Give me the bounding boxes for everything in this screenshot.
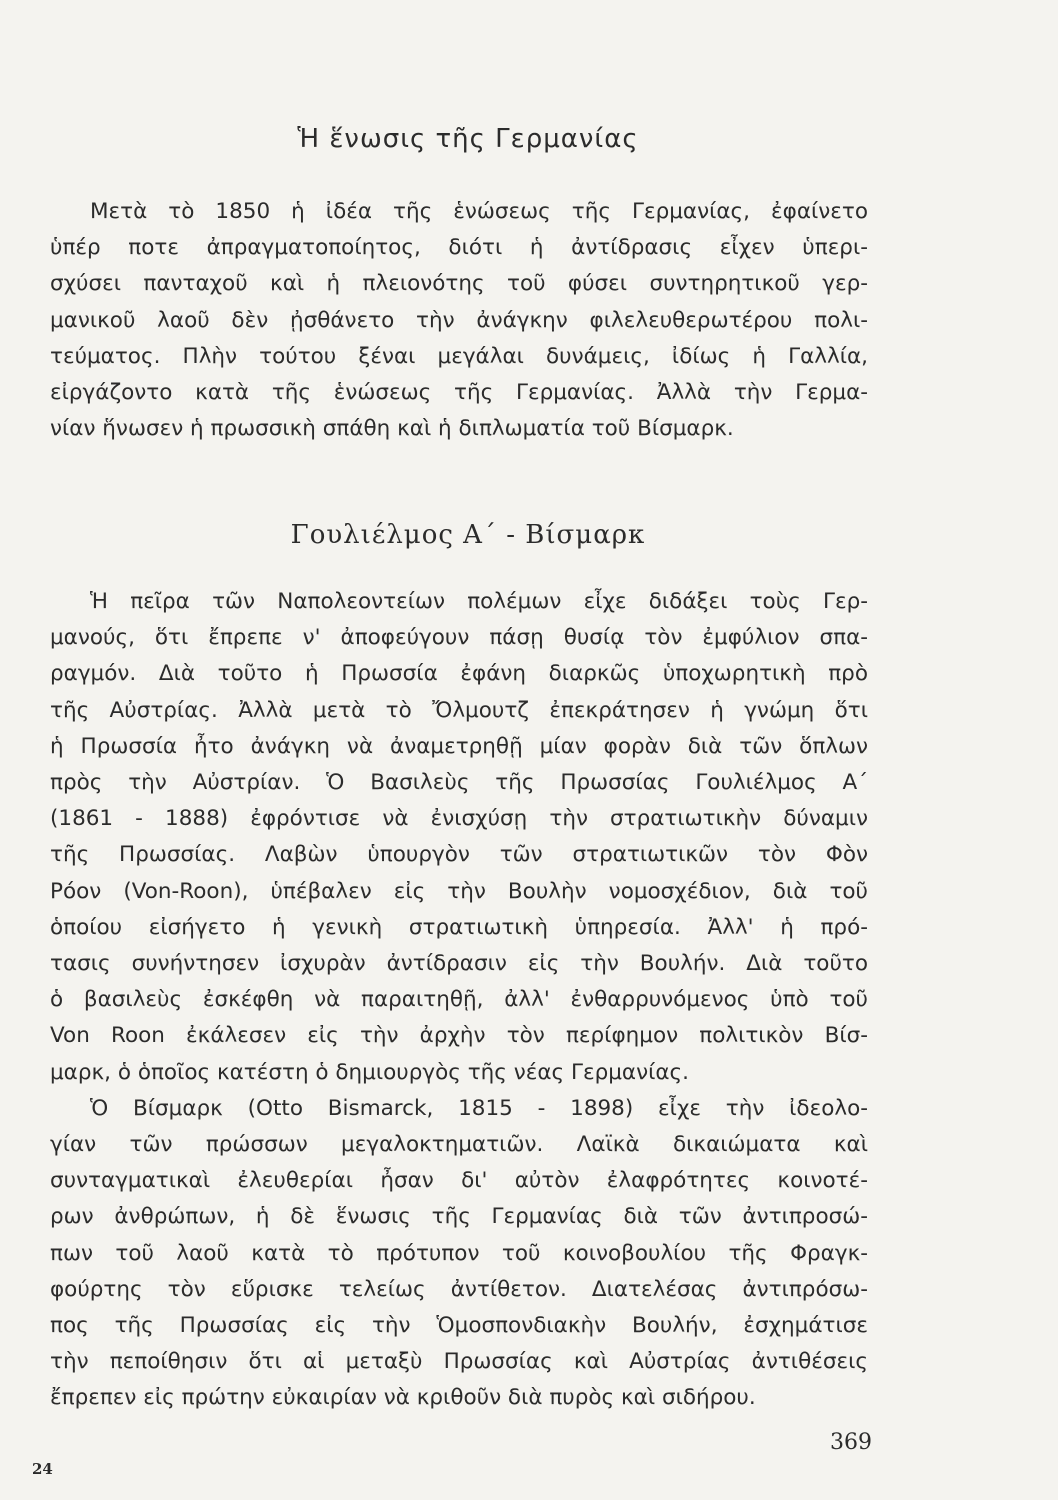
text-line: τὴν πεποίθησιν ὅτι αἱ μεταξὺ Πρωσσίας καὶ Αὐστρίας ἀντιθέσεις: [50, 1349, 868, 1375]
text-line: ὁ βασιλεὺς ἐσκέφθη νὰ παραιτηθῇ, ἀλλ' ἐνθαρρυνόμενος ὑπὸ τοῦ: [50, 987, 868, 1013]
text-line: τῆς Αὐστρίας. Ἀλλὰ μετὰ τὸ Ὄλμουτζ ἐπεκράτησεν ἡ γνώμη ὅτι: [50, 697, 868, 723]
text-line: Ὁ Βίσμαρκ (Otto Bismarck, 1815 - 1898) εἶχε τὴν ἰδεολο-: [90, 1095, 868, 1121]
text-line: ρων ἀνθρώπων, ἡ δὲ ἕνωσις τῆς Γερμανίας διὰ τῶν ἀντιπροσώ-: [50, 1204, 868, 1230]
text-line: Ρόον (Von-Roon), ὑπέβαλεν εἰς τὴν Βουλὴν νομοσχέδιον, διὰ τοῦ: [50, 878, 868, 904]
text-line: τεύματος. Πλὴν τούτου ξέναι μεγάλαι δυνάμεις, ἰδίως ἡ Γαλλία,: [50, 343, 868, 369]
text-line: ραγμόν. Διὰ τοῦτο ἡ Πρωσσία ἐφάνη διαρκῶς ὑποχωρητικὴ πρὸ: [50, 661, 868, 687]
text-line: πρὸς τὴν Αὐστρίαν. Ὁ Βασιλεὺς τῆς Πρωσσίας Γουλιέλμος Α΄: [50, 770, 868, 795]
text-line: συνταγματικαὶ ἐλευθερίαι ἦσαν δι' αὐτὸν ἐλαφρότητες κοινοτέ-: [50, 1168, 868, 1194]
signature-mark: 24: [32, 1460, 53, 1478]
text-line: μανικοῦ λαοῦ δὲν ᾐσθάνετο τὴν ἀνάγκην φιλελευθερωτέρου πολι-: [50, 307, 868, 333]
text-line: τασις συνήντησεν ἰσχυρὰν ἀντίδρασιν εἰς τὴν Βουλήν. Διὰ τοῦτο: [50, 951, 868, 976]
text-line: ἔπρεπεν εἰς πρώτην εὐκαιρίαν νὰ κριθοῦν διὰ πυρὸς καὶ σιδήρου.: [50, 1385, 756, 1411]
text-line: νίαν ἥνωσεν ἡ πρωσσικὴ σπάθη καὶ ἡ διπλωματία τοῦ Βίσμαρκ.: [50, 416, 734, 442]
section-title-wilhelm-bismarck: Γουλιέλμος Α΄ - Βίσμαρκ: [290, 520, 646, 550]
text-line: ἡ Πρωσσία ἦτο ἀνάγκη νὰ ἀναμετρηθῇ μίαν φορὰν διὰ τῶν ὅπλων: [50, 733, 868, 759]
section-title-unification: Ἡ ἕνωσις τῆς Γερμανίας: [297, 124, 639, 154]
text-line: μαρκ, ὁ ὁποῖος κατέστη ὁ δημιουργὸς τῆς νέας Γερμανίας.: [50, 1059, 689, 1085]
text-line: (1861 - 1888) ἐφρόντισε νὰ ἐνισχύσῃ τὴν στρατιωτικὴν δύναμιν: [50, 806, 868, 832]
text-line: εἰργάζοντο κατὰ τῆς ἑνώσεως τῆς Γερμανίας. Ἀλλὰ τὴν Γερμα-: [50, 380, 868, 405]
text-line: Ἡ πεῖρα τῶν Ναπολεοντείων πολέμων εἶχε διδάξει τοὺς Γερ-: [90, 589, 868, 614]
text-line: γίαν τῶν πρώσσων μεγαλοκτηματιῶν. Λαϊκὰ δικαιώματα καὶ: [50, 1132, 868, 1157]
text-line: φούρτης τὸν εὕρισκε τελείως ἀντίθετον. Διατελέσας ἀντιπρόσω-: [50, 1276, 868, 1302]
text-line: Μετὰ τὸ 1850 ἡ ἰδέα τῆς ἑνώσεως τῆς Γερμανίας, ἐφαίνετο: [90, 199, 868, 224]
page-number: 369: [830, 1430, 872, 1455]
text-line: τῆς Πρωσσίας. Λαβὼν ὑπουργὸν τῶν στρατιωτικῶν τὸν Φὸν: [50, 842, 868, 868]
text-line: πων τοῦ λαοῦ κατὰ τὸ πρότυπον τοῦ κοινοβουλίου τῆς Φραγκ-: [50, 1240, 868, 1266]
text-line: μανούς, ὅτι ἔπρεπε ν' ἀποφεύγουν πάσῃ θυσίᾳ τὸν ἐμφύλιον σπα-: [50, 625, 868, 651]
text-line: ὑπέρ ποτε ἀπραγματοποίητος, διότι ἡ ἀντίδρασις εἶχεν ὑπερι-: [50, 235, 868, 261]
text-line: ὁποίου εἰσήγετο ἡ γενικὴ στρατιωτικὴ ὑπηρεσία. Ἀλλ' ἡ πρό-: [50, 914, 868, 940]
text-line: Von Roon ἐκάλεσεν εἰς τὴν ἀρχὴν τὸν περίφημον πολιτικὸν Βίσ-: [50, 1023, 868, 1049]
text-line: πος τῆς Πρωσσίας εἰς τὴν Ὁμοσπονδιακὴν Βουλήν, ἐσχημάτισε: [50, 1313, 868, 1338]
text-line: σχύσει πανταχοῦ καὶ ἡ πλειονότης τοῦ φύσει συντηρητικοῦ γερ-: [50, 271, 868, 297]
